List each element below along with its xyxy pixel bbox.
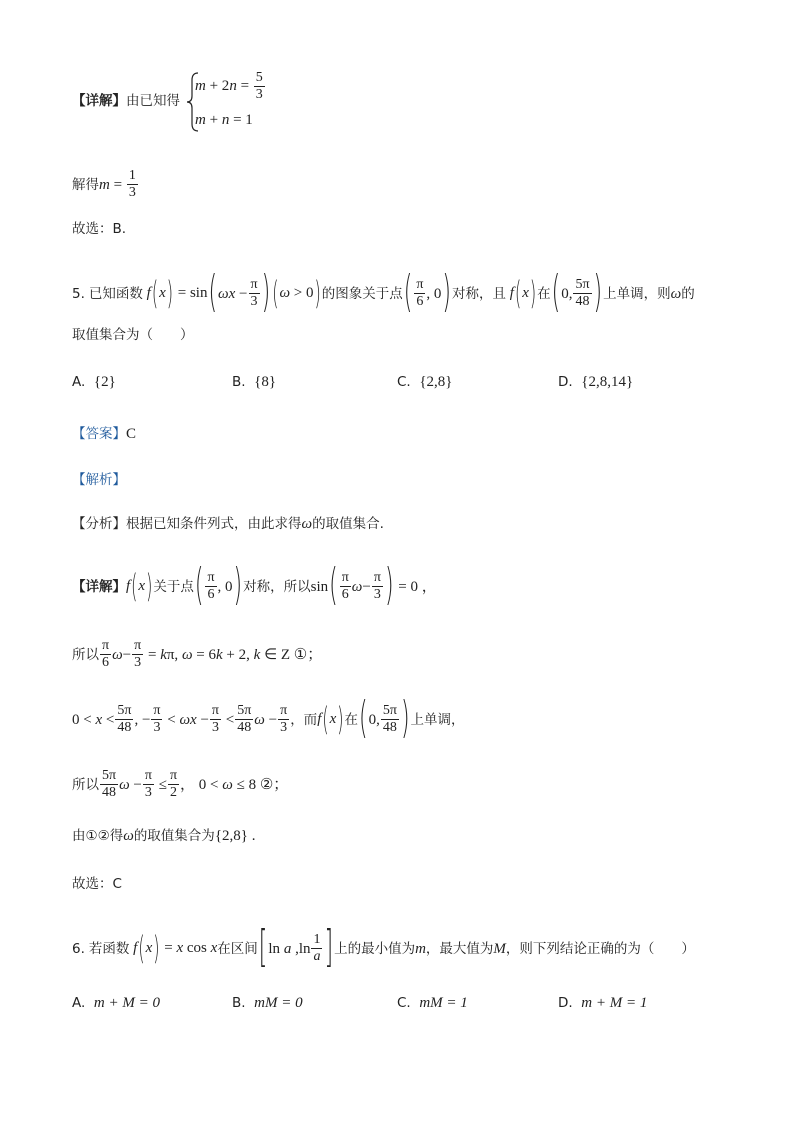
q5-stem-b: 的图象关于点 bbox=[321, 285, 403, 302]
q6-stem-e: ，则下列结论正确的为（ ） bbox=[505, 940, 695, 957]
q6-number: 6. bbox=[72, 940, 85, 957]
analysis-label: 【解析】 bbox=[72, 472, 126, 488]
detail-line-1: 【详解】 f(x) 关于点 ( $\frac{\pi}{6}$ , 0 ) 对称，所以 sin ( $\frac{\pi}{6}$ ω − $\frac{\pi}{3}$ ) = 0 ， bbox=[72, 560, 437, 611]
q6-option-d[interactable]: D. m + M = 1 bbox=[558, 995, 648, 1011]
q5-stem-line1: 5. 已知函数 f(x) = sin ( ωx − $\frac{\pi}{3}$ ) (ω > 0) 的图象关于点 ( $\frac{\pi}{6}$ , 0 ) 对称，且 f(x) 在 ( 0, $\frac{5\pi}{48}$ ) 上单调，则 ω 的 bbox=[72, 267, 695, 318]
q5-stem-e: 上单调，则 bbox=[603, 285, 671, 302]
answer-label: 【答案】 bbox=[72, 426, 126, 442]
q5-answer bbox=[72, 424, 136, 444]
detail-label-2: 【详解】 bbox=[72, 578, 126, 595]
d4-a: 所以 bbox=[72, 776, 99, 793]
d5-a: 由①②得 bbox=[72, 828, 124, 844]
q5-option-c[interactable]: C. {2,8} bbox=[397, 374, 453, 390]
q6-stem: 6. 若函数 f(x) = x cos x 在区间 [ ln a ,ln $\frac{1}{a}$ ] 上的最小值为 m ，最大值为 M ，则下列结论正确的为（ ） bbox=[72, 922, 695, 973]
q6-stem-a: 若函数 bbox=[88, 940, 130, 957]
fenxi-text-b: 的取值集合. bbox=[312, 516, 384, 532]
d1-a: 关于点 bbox=[153, 578, 194, 595]
q6-option-a[interactable]: A. m + M = 0 bbox=[72, 995, 160, 1011]
q5-option-d[interactable]: D. {2,8,14} bbox=[558, 374, 634, 390]
fenxi-line: 【分析】根据已知条件列式，由此求得ω的取值集合. bbox=[72, 516, 384, 532]
detail-line-2: 所以 $\frac{\pi}{6}$ ω− $\frac{\pi}{3}$ = kπ, ω = 6k + 2, k ∈ Z ①； bbox=[72, 638, 323, 670]
d5-b: 的取值集合为 bbox=[133, 828, 215, 844]
q6-stem-d: ，最大值为 bbox=[425, 940, 494, 957]
equation-2: m + n = 1 bbox=[195, 112, 253, 128]
q5-stem-line2: 取值集合为（ ） bbox=[72, 327, 194, 343]
q6-option-b[interactable]: B. mM = 0 bbox=[232, 995, 303, 1011]
q5-choose: 故选：C bbox=[72, 876, 122, 892]
q5-number: 5. bbox=[72, 285, 85, 302]
detail-line-4: 所以 $\frac{5\pi}{48}$ ω − $\frac{\pi}{3}$ ≤ $\frac{\pi}{2}$ ， 0 < ω ≤ 8 ②； bbox=[72, 768, 289, 800]
q5-stem-f: 的 bbox=[681, 285, 695, 302]
fenxi-text-a: 根据已知条件列式，由此求得 bbox=[126, 516, 302, 532]
d3-c: 上单调， bbox=[410, 711, 465, 728]
d3-b: 在 bbox=[344, 711, 359, 728]
equation-system bbox=[195, 70, 266, 136]
q6-option-c[interactable]: C. mM = 1 bbox=[397, 995, 468, 1011]
d2-a: 所以 bbox=[72, 646, 99, 663]
solve-label: 解得 bbox=[72, 176, 99, 193]
q5-stem-c: 对称，且 bbox=[452, 285, 507, 302]
d3-a: ，而 bbox=[290, 711, 318, 728]
q6-stem-b: 在区间 bbox=[217, 940, 258, 957]
q5-option-b[interactable]: B. {8} bbox=[232, 374, 277, 390]
d1-b: 对称，所以 bbox=[243, 578, 311, 595]
detail-label: 【详解】 bbox=[72, 93, 126, 109]
q6-stem-c: 上的最小值为 bbox=[334, 940, 416, 957]
detail-text: 由已知得 bbox=[126, 93, 180, 109]
answer-value: C bbox=[126, 426, 137, 442]
q5-option-a[interactable]: A. {2} bbox=[72, 374, 116, 390]
detail-line-3: 0 < x < $\frac{5\pi}{48}$ , − $\frac{\pi}{3}$ < ωx − $\frac{\pi}{3}$ < $\frac{5\pi}{48}$ ω − $\frac{\pi}{3}$ ，而 f(x) 在 ( 0, $\frac{5\pi}{48}$ ) 上单调， bbox=[72, 693, 465, 744]
fenxi-label: 【分析】 bbox=[72, 516, 126, 532]
detail-line-5: 由①②得 ω 的取值集合为 {2,8} . bbox=[72, 828, 256, 844]
q4-detail-line bbox=[72, 91, 180, 111]
solve-line: 解得 m = $\frac{1}{3}$ bbox=[72, 168, 136, 200]
q5-stem-d: 在 bbox=[537, 285, 551, 302]
equation-1: m + 2 n = $\frac{5}{3}$ bbox=[195, 69, 263, 102]
q5-stem-a: 已知函数 bbox=[88, 285, 143, 302]
q4-choose: 故选：B. bbox=[72, 221, 127, 237]
